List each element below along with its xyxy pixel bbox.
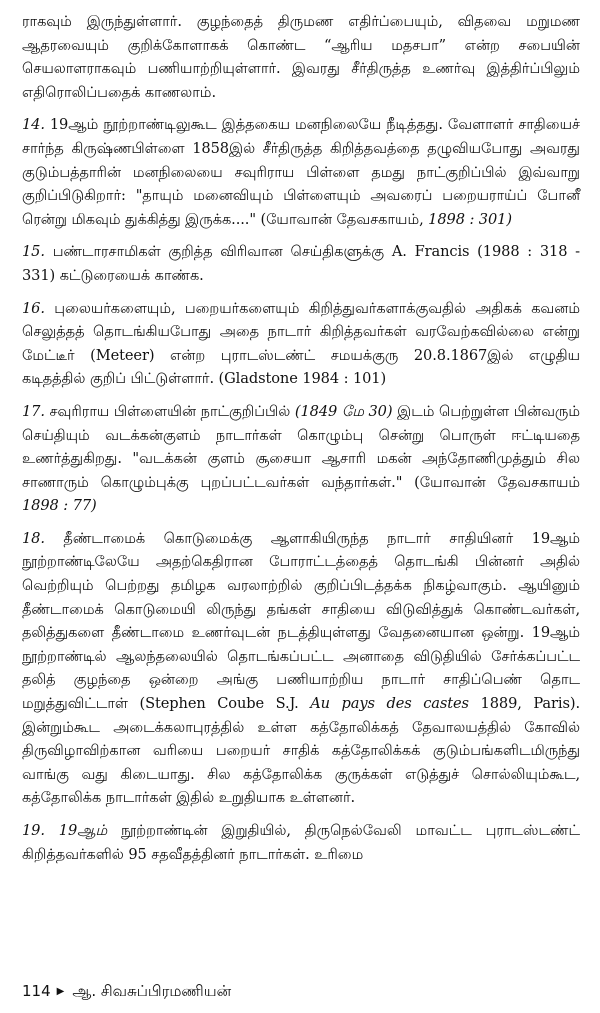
italic-text: 18.: [22, 529, 64, 547]
footnote-paragraph-p16: [22, 297, 580, 391]
italic-text: (1849 மே 30): [294, 402, 393, 420]
text-segment: 19ஆம் நூற்றாண்டிலுகூட இத்தகைய மனநிலையே நீடித்தது. வேளாளர் சாதியைச் சார்ந்த கிருஷ்ணபிள்ளை 1858இல் சீர்திருத்த கிறித்தவத்தை தழுவியபோது அவரது குடும்பத்தாரின் மனநிலையை சவுரிராய பிள்ளை தமது நாட்குறிப்பில் இவ்வாறு குறிப்பிடுகிறார்: "தாயும் மனைவியும் பிள்ளையும் அவரைப் பறையராய்ப் போனீ ரென்று மிகவும் துக்கித்து இருக்க...." (யோவான் தேவசகாயம்,: [22, 116, 580, 228]
italic-text: Au pays des castes: [310, 695, 469, 713]
footnote-paragraph-p17: [22, 400, 580, 518]
italic-text: 1898 : 77): [22, 497, 97, 515]
italic-text: 14.: [22, 116, 50, 134]
right-triangle-icon: ▶: [56, 986, 65, 997]
text-segment: சவுரிராய பிள்ளையின் நாட்குறிப்பில்: [49, 402, 295, 420]
footnote-paragraph-p14: [22, 113, 580, 231]
footnote-paragraph-p19: [22, 819, 580, 866]
footnote-paragraph-p18: [22, 527, 580, 810]
footnote-paragraph-p13: [22, 10, 580, 104]
italic-text: 17.: [22, 402, 50, 420]
italic-text: 15.: [22, 243, 53, 261]
text-segment: நூற்றாண்டின் இறுதியில், திருநெல்வேலி மாவட்ட புராடஸ்டண்ட் கிறித்தவர்களில் 95 சதவீதத்தினர் நாடார்கள். உரிமை: [22, 822, 581, 863]
text-segment: ராகவும் இருந்துள்ளார். குழந்தைத் திருமண எதிர்ப்பையும், விதவை மறுமண ஆதரவையும் குறிக்கோளாகக் கொண்ட “ஆரிய மதசபா” என்ற சபையின் செயலாளராகவும் பணியாற்றியுள்ளார். இவரது சீர்திருத்த உணர்வு இத்திர்ப்பிலும் எதிரொலிப்பதைக் காணலாம்.: [22, 13, 580, 101]
italic-text: 16.: [22, 299, 55, 317]
italic-text: 1898 : 301): [428, 210, 512, 228]
page-footer: [22, 982, 231, 1002]
author-name: ஆ. சிவசுப்பிரமணியன்: [72, 982, 232, 1000]
footnote-paragraph-p15: [22, 240, 580, 287]
page-number: 114: [22, 982, 51, 1000]
text-segment: 1889, Paris). இன்றும்கூட அடைக்கலாபுரத்தில் உள்ள கத்தோலிக்கத் தேவாலயத்தில் கோவில் திருவிழாவிற்கான வரியை பறையர் சாதிக் கத்தோலிக்கக் குடும்பங்களிடமிருந்து வாங்கு வது கிடையாது. சில கத்தோலிக்க குருக்கள் எடுத்துச் சொல்லியும்கூட, கத்தோலிக்க நாடார்கள் இதில் உறுதியாக உள்ளனர்.: [22, 695, 580, 807]
text-segment: தீண்டாமைக் கொடுமைக்கு ஆளாகியிருந்த நாடார் சாதியினர் 19ஆம் நூற்றாண்டிலேயே அதற்கெதிரான போராட்டத்தைத் தொடங்கி பின்னர் அதில் வெற்றியும் பெற்றது தமிழக வரலாற்றில் குறிப்பிடத்தக்க நிகழ்வாகும். ஆயினும் தீண்டாமைக் கொடுமையி லிருந்து தங்கள் சாதியை விடுவித்துக் கொண்டவர்கள், தலித்துகளை தீண்டாமை உணர்வுடன் நடத்தியுள்ளது வேதனையான ஒன்று. 19ஆம் நூற்றாண்டில் ஆலந்தலையில் தொடங்கப்பட்ட அனாதை விடுதியில் சேர்க்கப்பட்ட தலித் குழந்தை ஒன்றை அங்கு பணியாற்றிய நாடார் சாதிப்பெண் தொட மறுத்துவிட்டாள் (Stephen Coube S.J.: [22, 529, 580, 713]
text-segment: இடம் பெற்றுள்ள பின்வரும் செய்தியும் வடக்கன்குளம் நாடார்கள் கொழும்பு சென்று பொருள் ஈட்டியதை உணர்த்துகிறது. "வடக்கன் குளம் சூசையா ஆசாரி மகன் அந்தோணிமுத்தும் சில சாணாரும் கொழும்புக்கு புறப்பட்டவர்கள் வந்தார்கள்." (யோவான் தேவசகாயம்: [22, 402, 581, 491]
text-segment: புலையர்களையும், பறையர்களையும் கிறித்துவர்களாக்குவதில் அதிகக் கவனம் செலுத்தத் தொடங்கியபோது அதை நாடார் கிறித்தவர்கள் வரவேற்கவில்லை என்று மேட்டீர் (Meteer) என்ற புராடஸ்டண்ட் சமயக்குரு 20.8.1867இல் எழுதிய கடிதத்தில் குறிப் பிட்டுள்ளார். (Gladstone 1984 : 101): [22, 299, 580, 388]
footnotes-body: [22, 10, 580, 866]
text-segment: பண்டாரசாமிகள் குறித்த விரிவான செய்திகளுக்கு A. Francis (1988 : 318 - 331) கட்டுரையைக் காண்க.: [22, 243, 580, 284]
italic-text: 19. 19ஆம்: [22, 822, 108, 839]
